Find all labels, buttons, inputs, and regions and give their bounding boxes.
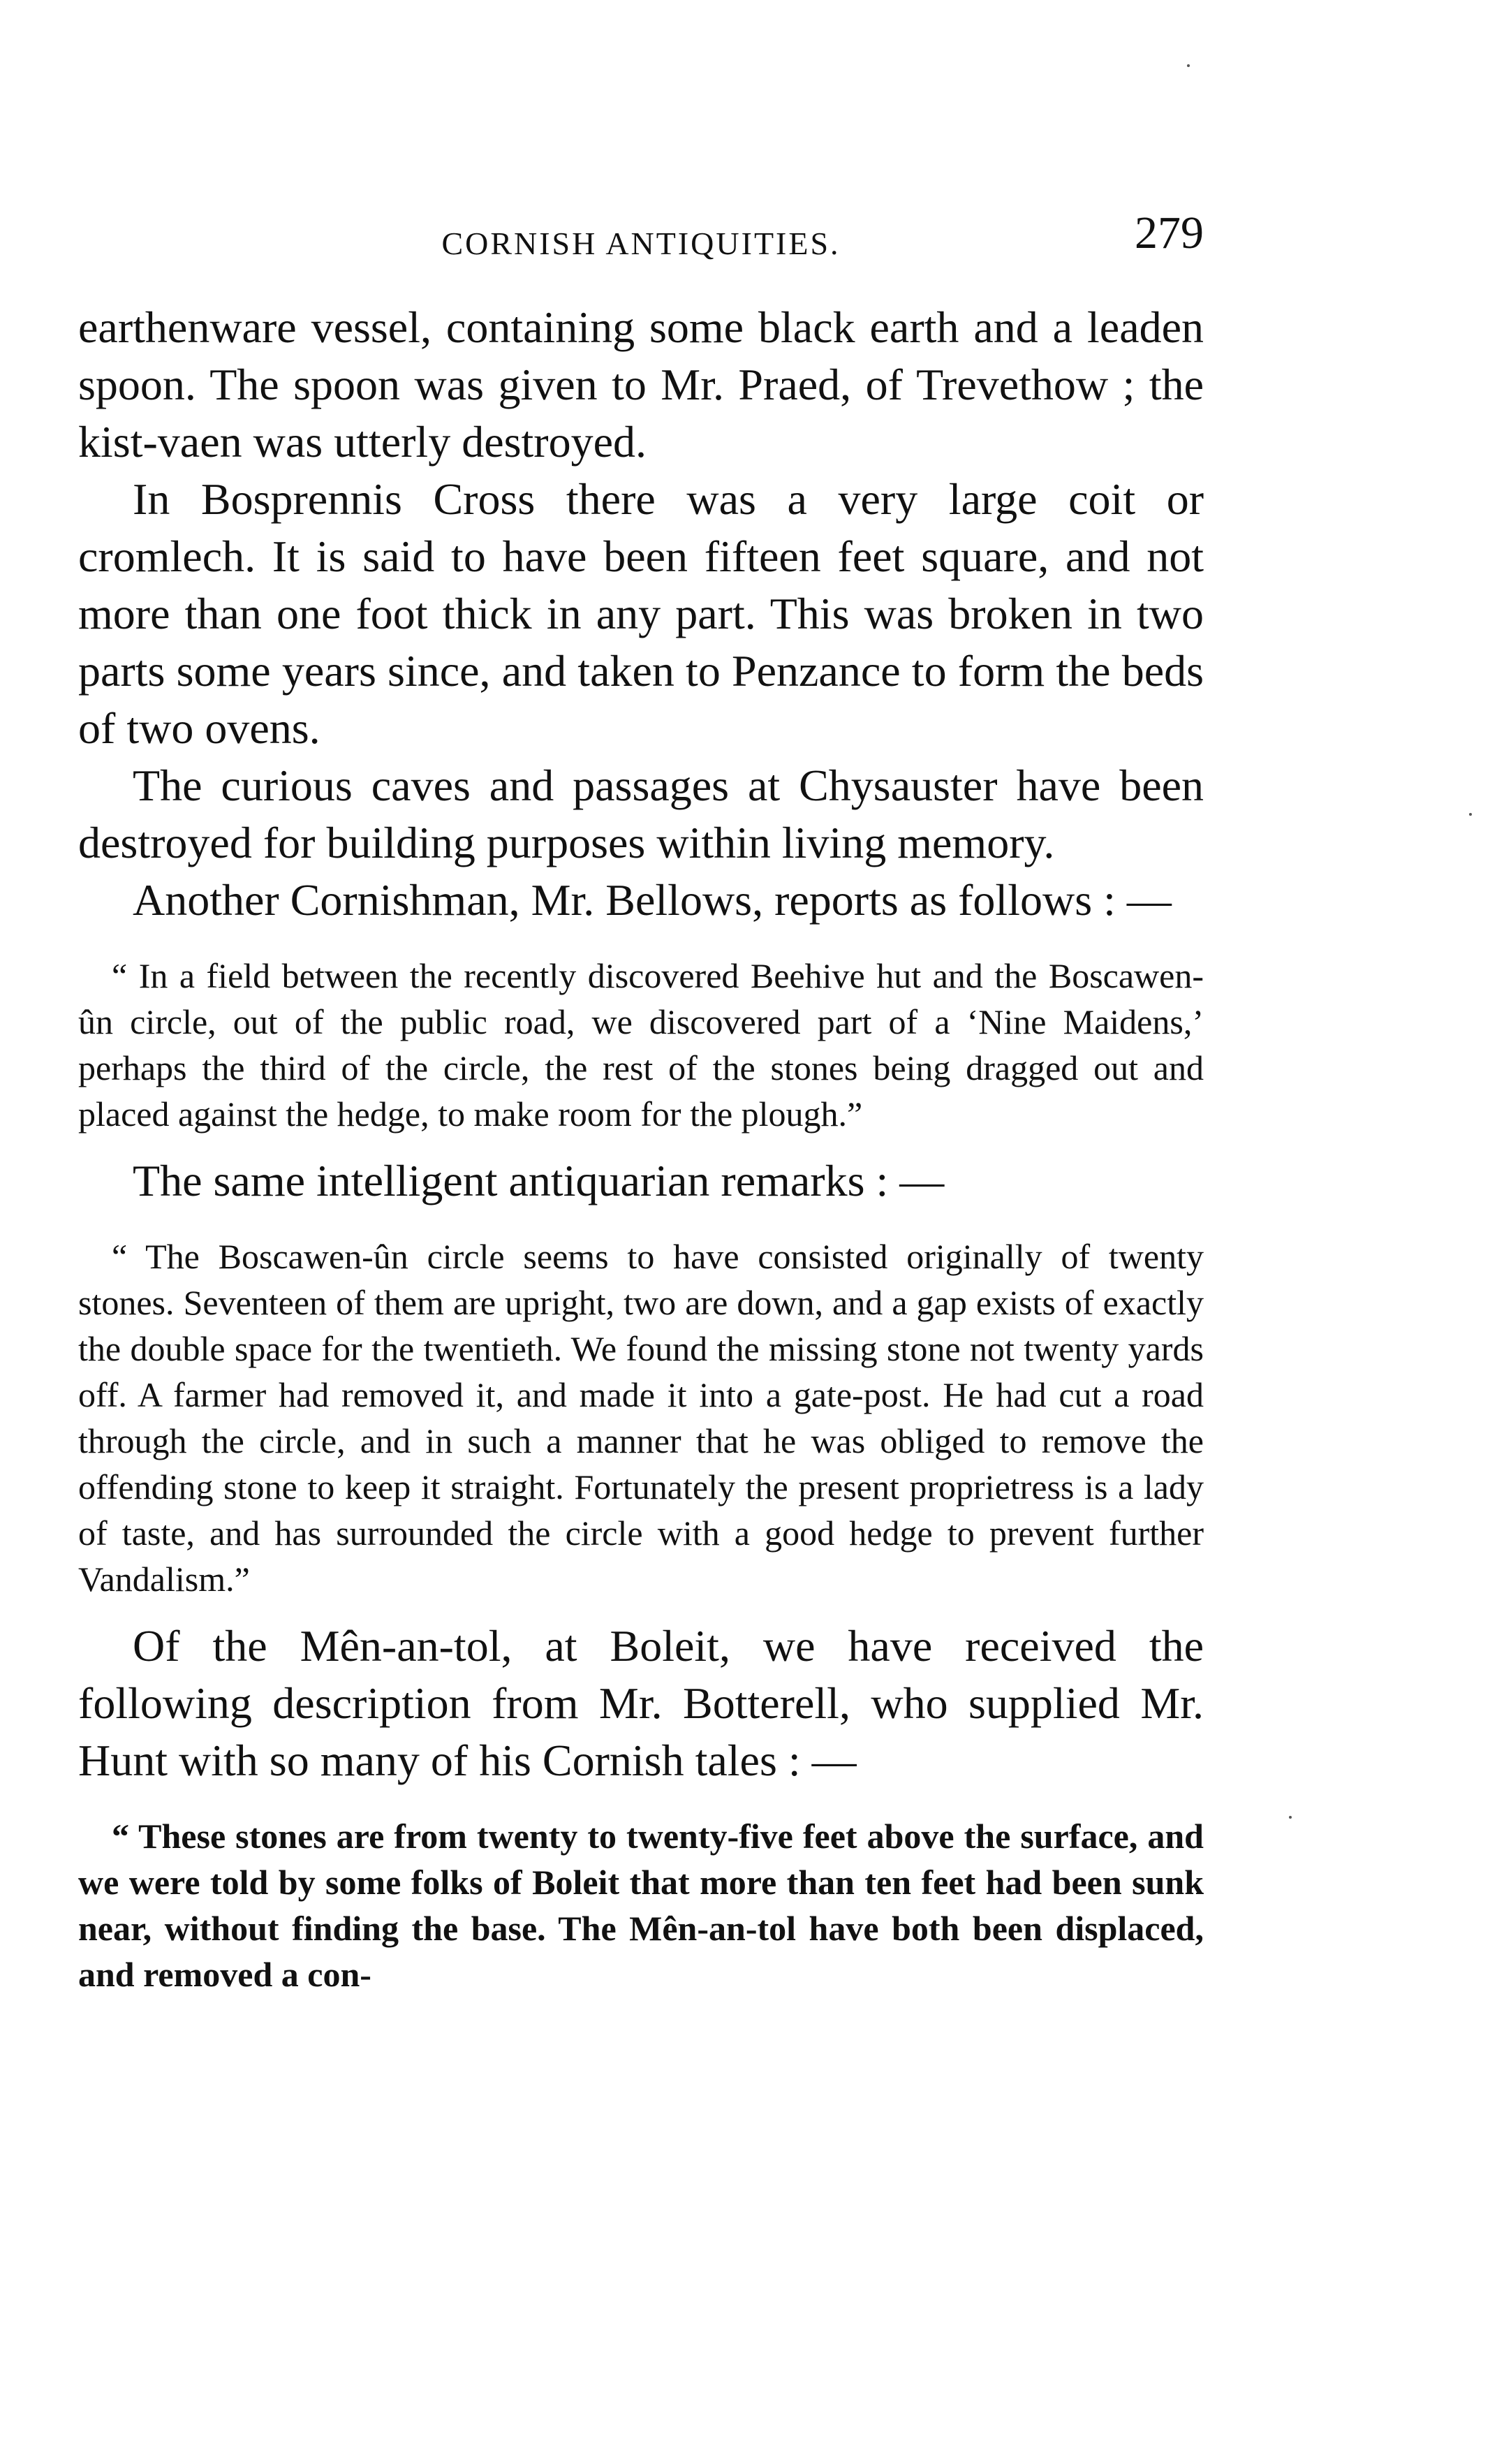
paragraph-bellows: Another Cornishman, Mr. Bellows, reports as follows : — xyxy=(133,875,1172,925)
continued-paragraph: earthenware vessel, containing some black earth and a leaden spoon. The spoon was given to Mr. Praed, of Trevethow ; the kist-vaen was utterly destroyed. xyxy=(78,302,1204,467)
quote-nine-maidens: “ In a field between the recently discovered Beehive hut and the Boscawen-ûn circle, out of the public road, we discovered part of a ‘Nine Maidens,’ perhaps the third of the circle, the rest of the stones being dragged out and placed against the hedge, to make room for the plough.” xyxy=(78,956,1204,1134)
paragraph-bosprennis: In Bosprennis Cross there was a very large coit or cromlech. It is said to have been fifteen feet square, and not more than one foot thick in any part. This was broken in two parts some years since, and taken to Penzance to form the beds of two ovens. xyxy=(78,474,1204,753)
paragraph-antiquarian: The same intelligent antiquarian remarks : — xyxy=(133,1156,945,1205)
paragraph-men-an-tol: Of the Mên-an-tol, at Boleit, we have received the following description from Mr. Botterell, who supplied Mr. Hunt with so many of his Cornish tales : — xyxy=(78,1621,1204,1785)
paragraph-chysauster: The curious caves and passages at Chysauster have been destroyed for building purposes within living memory. xyxy=(78,761,1204,867)
quote-stones: “ These stones are from twenty to twenty-five feet above the surface, and we were told by some folks of Boleit that more than ten feet had been sunk near, without finding the base. The Mên-an-tol have both been displaced, and removed a con- xyxy=(78,1817,1204,1994)
quote-boscawen-circle: “ The Boscawen-ûn circle seems to have consisted originally of twenty stones. Seventeen of them are upright, two are down, and a gap exists of exactly the double space for the twentieth. We found the missing stone not twenty yards off. A farmer had removed it, and made it into a gate-post. He had cut a road through the circle, and in such a manner that he was obliged to remove the offending stone to keep it straight. Fortunately the present proprietress is a lady of taste, and has surrounded the circle with a good hedge to prevent further Vandalism.” xyxy=(78,1237,1204,1599)
page-text xyxy=(78,299,1204,2013)
page-header xyxy=(78,207,1204,270)
print-speck xyxy=(1289,1816,1292,1819)
page-number: 279 xyxy=(1135,207,1204,258)
running-title: CORNISH ANTIQUITIES. xyxy=(441,226,841,261)
print-speck xyxy=(1187,64,1190,67)
print-speck xyxy=(1469,813,1472,816)
